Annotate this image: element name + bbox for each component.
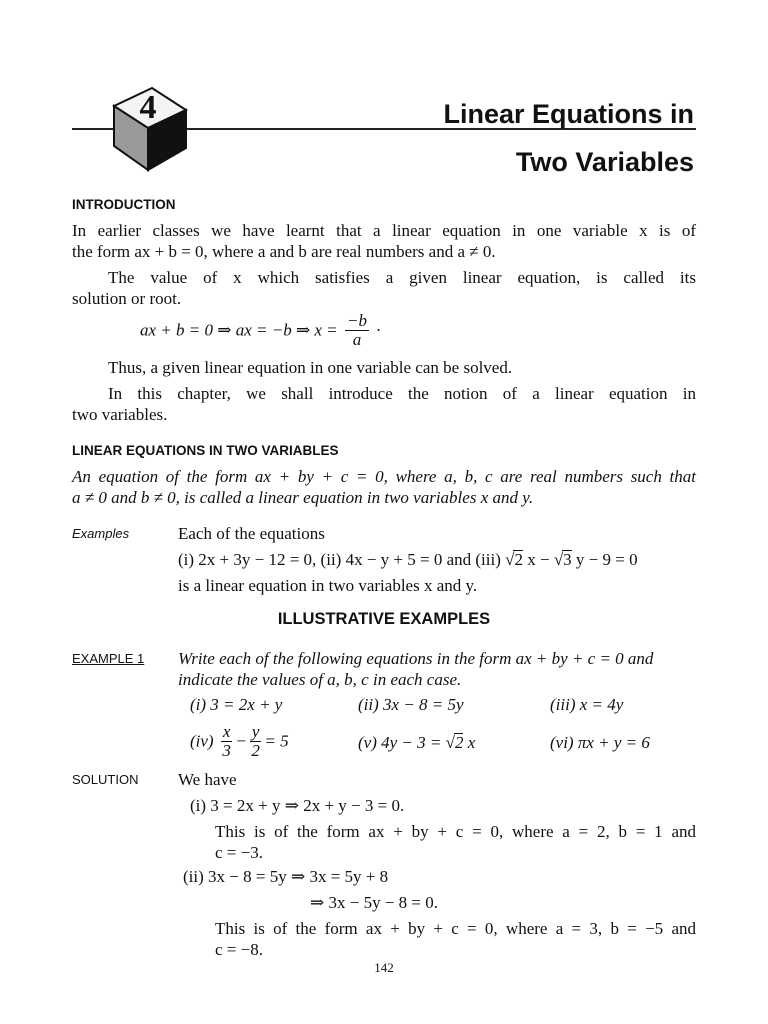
- example1-label: EXAMPLE 1: [72, 651, 145, 666]
- chapter-number: 4: [139, 89, 157, 126]
- definition: An equation of the form ax + by + c = 0, where a, b, c are real numbers such that a ≠ 0 and b ≠ 0, is called a linear equation in two variables x and y.: [72, 467, 696, 507]
- chapter-title-line2: Two Variables: [515, 147, 694, 177]
- solution-intro: We have: [178, 770, 237, 789]
- intro-paragraph-1: In earlier classes we have learnt that a linear equation in one variable x is of the form ax + b = 0, where a and b are real numbers and a ≠ 0.: [72, 221, 696, 261]
- solution-note-2: This is of the form ax + by + c = 0, where a = 3, b = −5 and c = −8.: [215, 919, 696, 959]
- solution-step-1: (i) 3 = 2x + y ⇒ 2x + y − 3 = 0.: [190, 796, 405, 815]
- part-vi: (vi) πx + y = 6: [550, 733, 650, 752]
- example1-question-line2: indicate the values of a, b, c in each case.: [178, 670, 462, 689]
- chapter-title-line1: Linear Equations in: [443, 99, 694, 129]
- linear-two-heading: LINEAR EQUATIONS IN TWO VARIABLES: [72, 443, 339, 458]
- intro-paragraph-2: The value of x which satisfies a given linear equation, is called its solution or root.: [72, 268, 696, 308]
- chapter-title: [443, 90, 694, 186]
- part-iii: (iii) x = 4y: [550, 695, 624, 714]
- intro-paragraph-4: In this chapter, we shall introduce the notion of a linear equation in two variables.: [72, 384, 696, 424]
- example1-question-line1: Write each of the following equations in the form ax + by + c = 0 and: [178, 649, 654, 668]
- part-v: (v) 4y − 3 = √2 x: [358, 733, 476, 752]
- chapter-number-cube: [108, 84, 190, 174]
- solution-label: SOLUTION: [72, 772, 139, 787]
- solution-note-1: This is of the form ax + by + c = 0, where a = 2, b = 1 and c = −3.: [215, 822, 696, 862]
- part-i: (i) 3 = 2x + y: [190, 695, 283, 714]
- solution-step-2-line2: ⇒ 3x − 5y − 8 = 0.: [310, 893, 439, 912]
- intro-paragraph-3: Thus, a given linear equation in one variable can be solved.: [108, 358, 513, 377]
- page-number: 142: [374, 960, 394, 975]
- fraction: $\frac{-b}{a}$: [346, 311, 367, 349]
- solution-step-2-line1: (ii) 3x − 8 = 5y ⇒ 3x = 5y + 8: [183, 867, 389, 886]
- part-iv: (iv) $\frac{x}{3}$ − $\frac{y}{2}$ = 5: [190, 722, 289, 760]
- introduction-heading: INTRODUCTION: [72, 197, 176, 212]
- part-ii: (ii) 3x − 8 = 5y: [358, 695, 464, 714]
- examples-label: Examples: [72, 526, 130, 541]
- examples-line-2: (i) 2x + 3y − 12 = 0, (ii) 4x − y + 5 = 0 and (iii) √2 x − √3 y − 9 = 0: [178, 550, 638, 569]
- examples-line-1: Each of the equations: [178, 524, 325, 543]
- intro-equation: ax + b = 0 ⇒ ax = −b ⇒ x = $\frac{-b}{a}$ ·: [140, 311, 381, 349]
- examples-line-3: is a linear equation in two variables x and y.: [178, 576, 478, 595]
- illustrative-heading: ILLUSTRATIVE EXAMPLES: [277, 610, 491, 628]
